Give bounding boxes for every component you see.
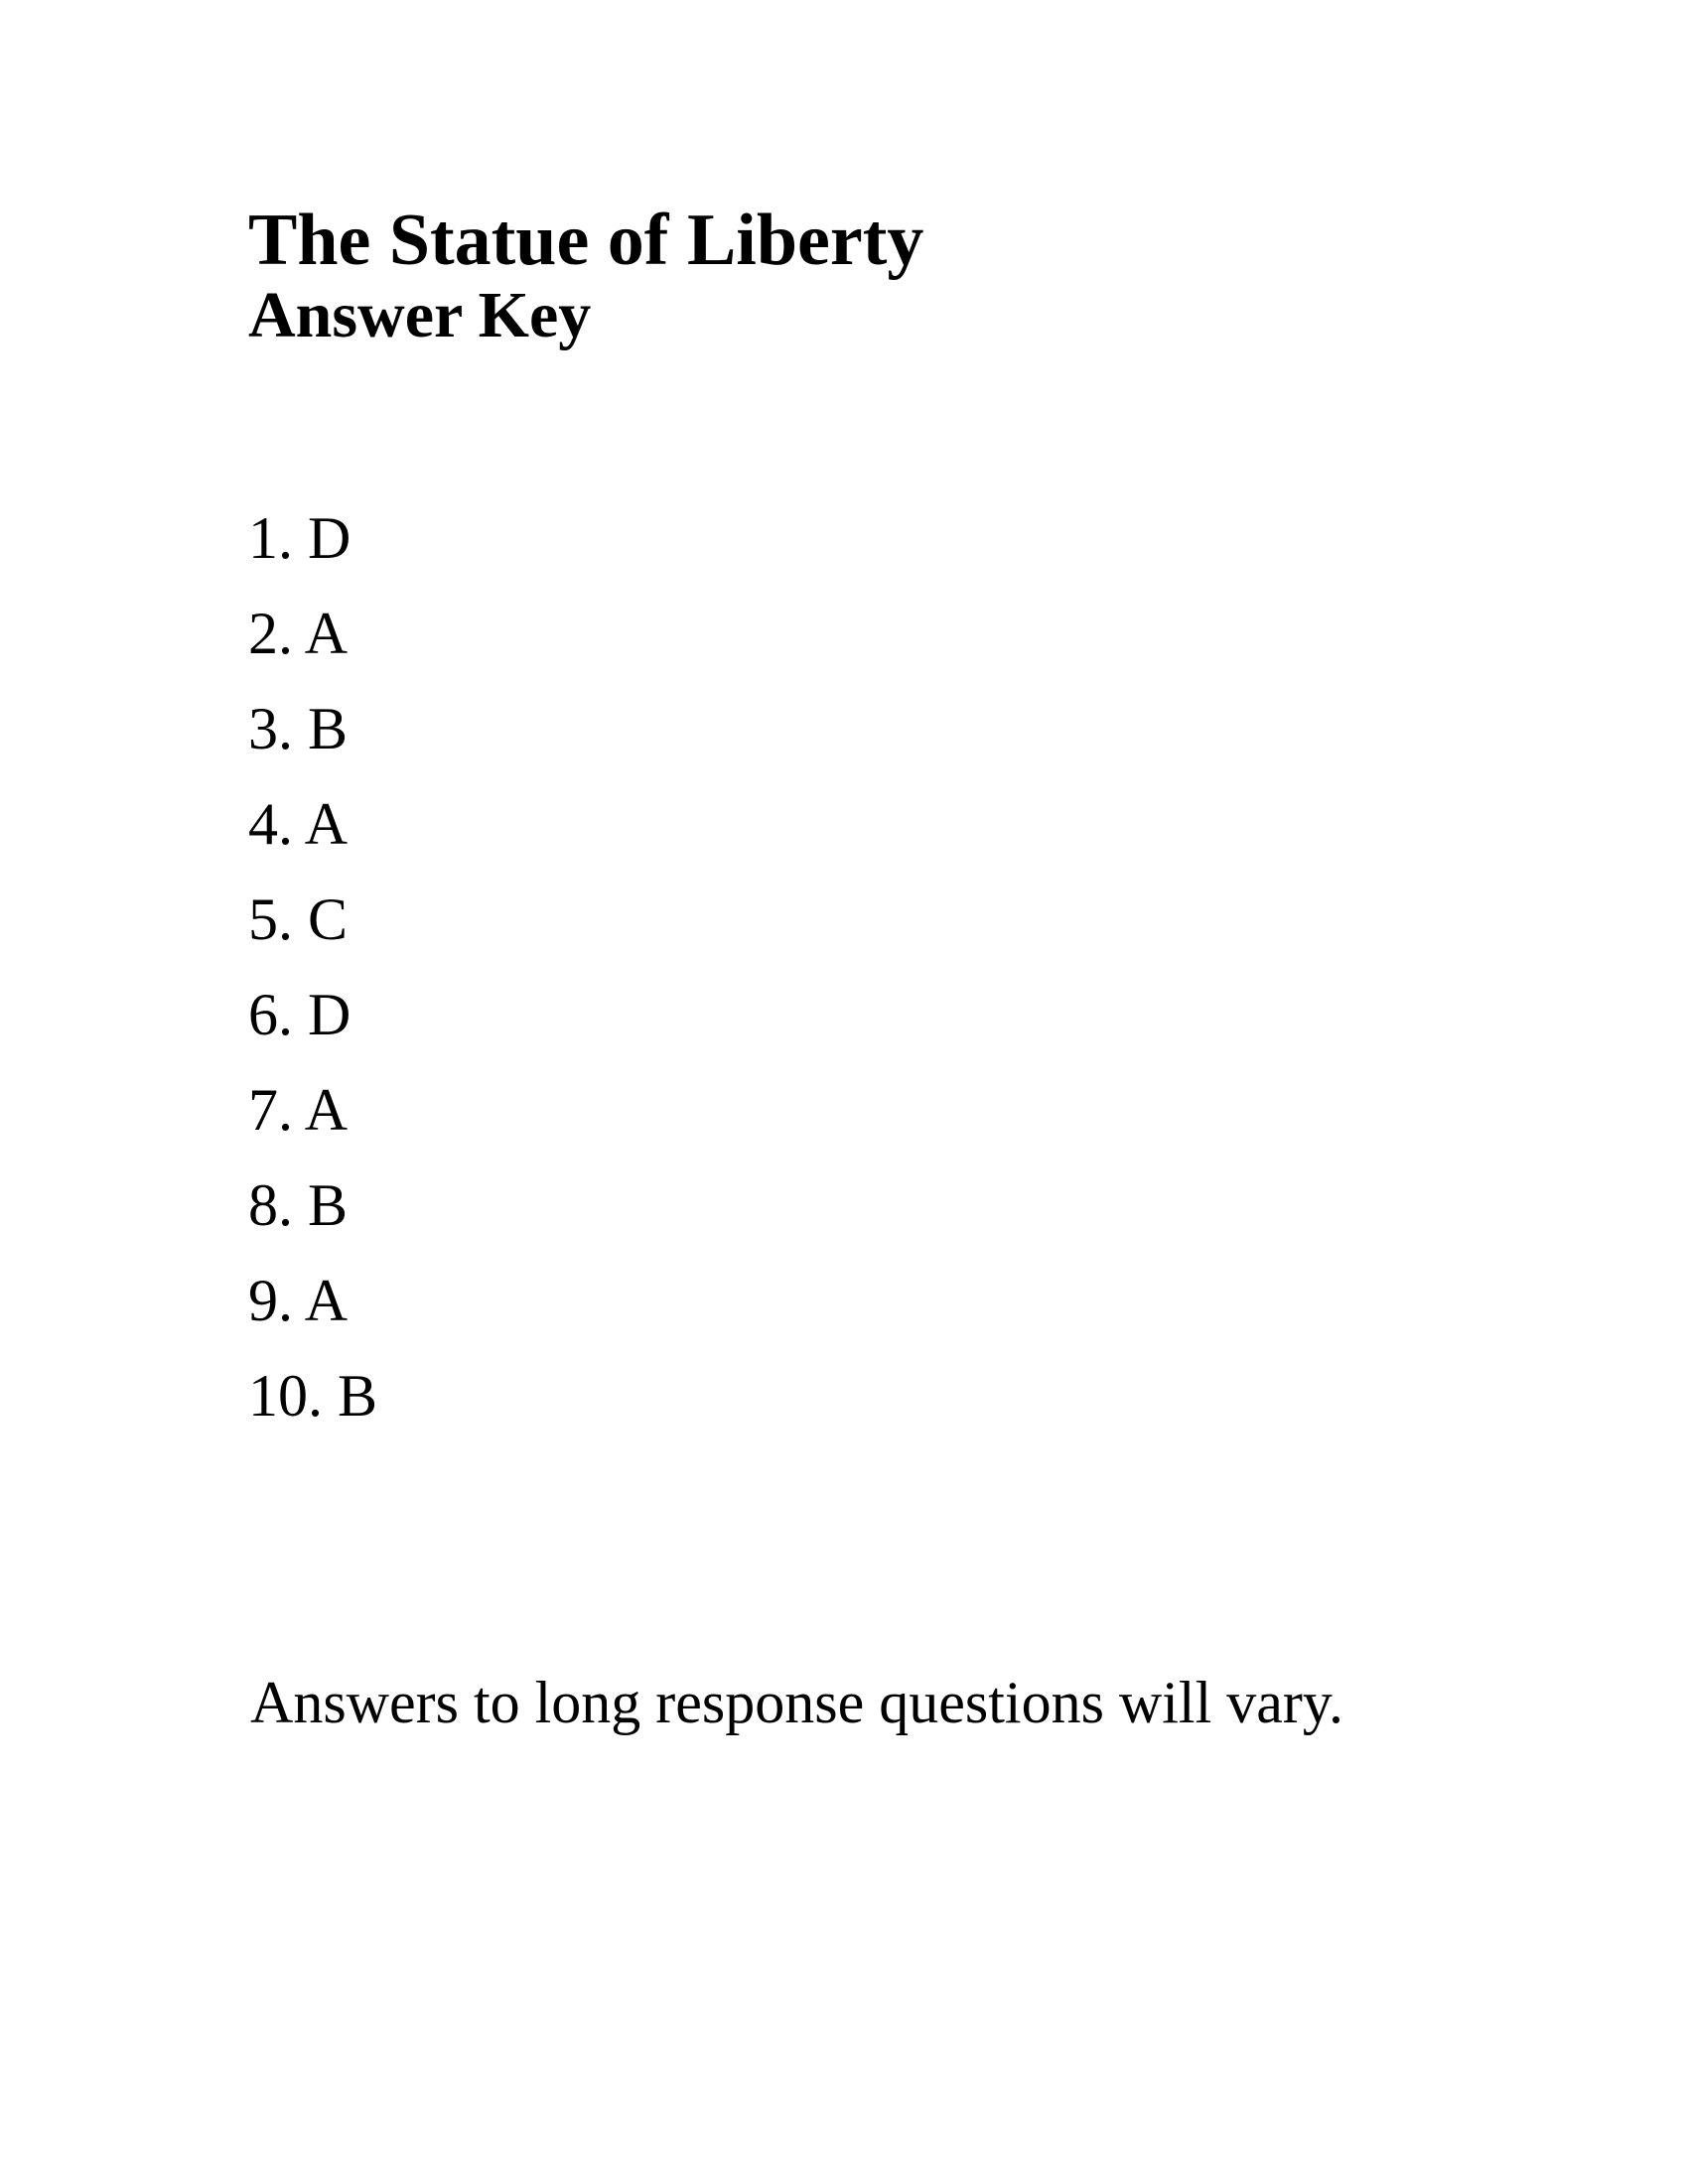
answer-item-5: 5. C: [248, 887, 349, 952]
answer-item-8: 8. B: [248, 1172, 349, 1238]
answer-item-1: 1. D: [248, 505, 352, 571]
answer-item-3: 3. B: [248, 696, 349, 761]
answer-list: [248, 505, 378, 1461]
document-title: The Statue of Liberty: [248, 200, 924, 281]
answer-item-7: 7. A: [248, 1077, 349, 1143]
answer-item-2: 2. A: [248, 601, 349, 666]
document-subtitle: Answer Key: [248, 279, 592, 351]
answer-item-6: 6. D: [248, 982, 352, 1047]
answer-item-10: 10. B: [248, 1363, 378, 1429]
document-note: Answers to long response questions will vary.: [250, 1670, 1343, 1735]
answer-item-4: 4. A: [248, 791, 349, 857]
answer-item-9: 9. A: [248, 1268, 349, 1333]
